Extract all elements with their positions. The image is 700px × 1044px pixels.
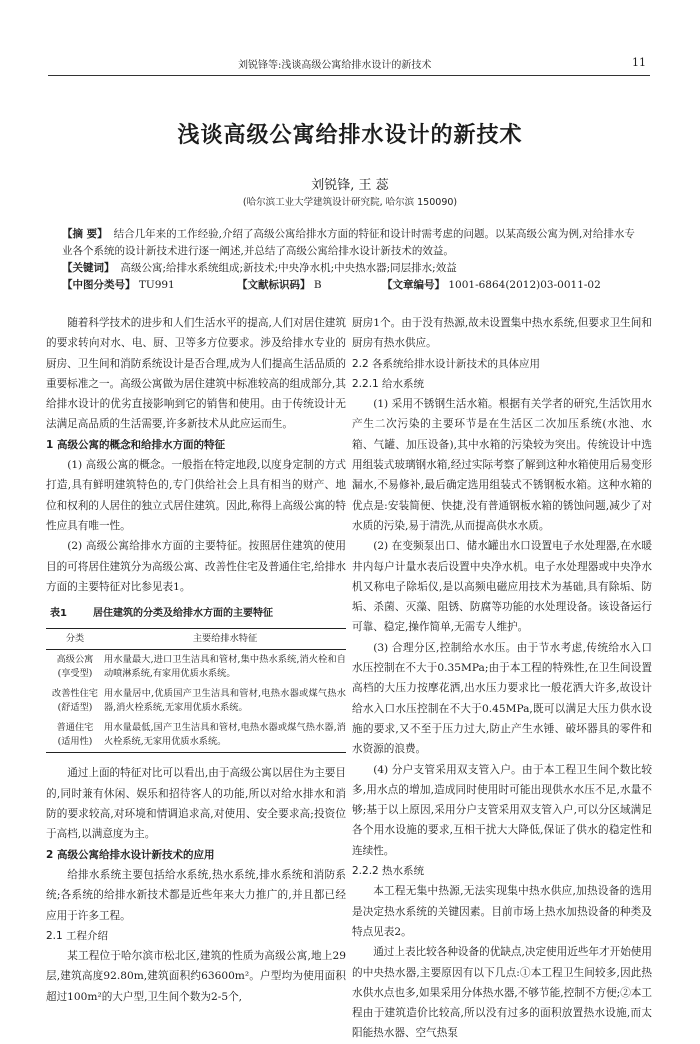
table-1: [46, 628, 346, 753]
paragraph-systems: 给排水系统主要包括给水系统,热水系统,排水系统和消防系统;各系统的给排水新技术都是近些年来大力推广的,并且都已经应用于许多工程。: [46, 868, 346, 922]
article-no-label: 【文章编号】: [382, 279, 445, 291]
section-1-heading: 1 高级公寓的概念和给排水方面的特征: [46, 438, 225, 451]
doc-code-item: [237, 277, 322, 292]
table-cell-features: 用水量最大,进口卫生洁具和管材,集中热水系统,消火栓和自动喷淋系统,有家用优质水系统。: [104, 654, 346, 680]
paragraph-water-treatment: (2) 在变频泵出口、储水罐出水口设置电子水处理器,在水暖井内每户计量水表后设置中央净水机。电子水处理器或中央净水机又称电子除垢仪,是以高频电磁应用技术为基础,具有除垢、防垢、杀菌、灭藻、阻锈、防腐等功能的水处理设备。该设备运行可靠、稳定,操作简单,无需专人维护。: [352, 540, 652, 634]
table-cell-features: 用水量居中,优质国产卫生洁具和管材,电热水器或煤气热水器,消火栓系统,无家用优质水系统。: [104, 688, 346, 714]
clc-value: TU991: [138, 279, 175, 291]
left-column: [46, 313, 346, 1007]
table-cell-category: 普通住宅 (适用性): [46, 718, 104, 753]
paragraph-pressure-zoning: (3) 合理分区,控制给水水压。由于节水考虑,传统给水入口水压控制在不大于0.35MPa;由于本工程的特殊性,在卫生间设置高档的大压力按摩花洒,出水压力要求比一般花洒大许多,故设计给水入口水压控制在不大于0.45MPa,既可以满足大压力供水设施的要求,又不至于压力过大,防止产生水锤、破坏器具的零件和水资源的浪费。: [352, 641, 652, 756]
doc-code-label: 【文献标识码】: [237, 279, 311, 291]
clc-item: [62, 277, 175, 292]
keywords-text: 高级公寓;给排水系统组成;新技术;中央净水机;中央热水器;同层排水;效益: [120, 262, 457, 274]
table-cell-category: 高级公寓 (享受型): [56, 654, 94, 680]
keywords-line: [62, 260, 642, 277]
table-header-row: [46, 629, 346, 650]
table-1-title: 居住建筑的分类及给排水方面的主要特征: [92, 608, 273, 620]
abstract-text: 结合几年来的工作经验,介绍了高级公寓给排水方面的特征和设计时需考虑的问题。以某高级公寓为例,对给排水专业各个系统的设计新技术进行逐一阐述,并总结了高级公寓给排水设计新技术的效益。: [62, 228, 635, 257]
table-header-category: 分类: [46, 629, 104, 650]
article-no-value: 1001-6864(2012)03-0011-02: [448, 279, 601, 291]
paragraph-dual-branch: (4) 分户支管采用双支管入户。由于本工程卫生间个数比较多,用水点的增加,造成同时使用时可能出现供水水压不足,水量不够;基于以上原因,采用分户支管采用双支管入户,可以分区域满足各个用水设施的要求,互相干扰大大降低,保证了供水的稳定性和连续性。: [352, 763, 652, 857]
authors: 刘锐锋, 王 蕊: [311, 178, 389, 193]
section-2-2-2-heading: 2.2.2 热水系统: [352, 865, 425, 878]
paragraph-project: 某工程位于哈尔滨市松北区,建筑的性质为高级公寓,地上29层,建筑高度92.80m,建筑面积约63600m²。户型均为使用面积超过100m²的大户型,卫生间个数为2-5个,: [46, 950, 346, 1003]
paragraph-water-tank: (1) 采用不锈钢生活水箱。根据有关学者的研究,生活饮用水产生二次污染的主要环节是在生活区二次加压系统(水池、水箱、气罐、加压设备),其中水箱的污染较为突出。传统设计中选用组装式玻璃钢水箱,经过实际考察了解到这种水箱使用后易变形漏水,不易修补,最后确定选用组装式不锈钢板水箱。这种水箱的优点是:安装简便、快捷,没有普通钢板水箱的锈蚀问题,减少了对水质的污染,易于清洗,从而提高供水水质。: [352, 398, 652, 532]
article-no-item: [382, 277, 601, 292]
doc-code-value: B: [313, 279, 322, 291]
table-1-caption: [46, 604, 346, 624]
right-column: [352, 313, 652, 1044]
table-1-number: 表1: [50, 608, 67, 620]
paragraph-hot-water: 本工程无集中热源,无法实现集中热水供应,加热设备的选用是决定热水系统的关键因素。目前市场上热水加热设备的种类及特点见表2。: [352, 885, 652, 938]
abstract-paragraph: [62, 226, 642, 260]
paper-title: 浅谈高级公寓给排水设计的新技术: [177, 123, 523, 148]
paragraph-features: (2) 高级公寓给排水方面的主要特征。按照居住建筑的使用目的可将居住建筑分为高级公寓、改善性住宅及普通住宅,给排水方面的主要特征对比参见表1。: [46, 540, 346, 593]
table-cell-features: 用水量最低,国产卫生洁具和管材,电热水器或煤气热水器,消火栓系统,无家用优质水系统。: [104, 718, 346, 753]
paragraph-heater-choice: 通过上表比较各种设备的优缺点,决定使用近些年才开始使用的中央热水器,主要原因有以下几点:①本工程卫生间较多,因此热水供水点也多,如果采用分体热水器,不够节能,控制不方便;②本工程由于建筑造价比较高,所以没有过多的面积放置热水设施,而太阳能热水器、空气热泵: [352, 946, 652, 1040]
table-row: [46, 718, 346, 753]
section-2-heading: 2 高级公寓给排水设计新技术的应用: [46, 848, 215, 861]
table-row: [46, 684, 346, 718]
running-header: [48, 50, 650, 76]
clc-label: 【中图分类号】: [62, 279, 136, 291]
section-2-1-heading: 2.1 工程介绍: [46, 929, 109, 942]
abstract-label: 【摘 要】: [62, 228, 108, 240]
page-number: 11: [632, 56, 646, 69]
table-header-features: 主要给排水特征: [104, 629, 346, 650]
section-2-2-1-heading: 2.2.1 给水系统: [352, 377, 425, 390]
paragraph-continued: 厨房1个。由于没有热源,故未设置集中热水系统,但要求卫生间和厨房有热水供应。: [352, 317, 652, 350]
table-cell-category: 改善性住宅 (舒适型): [52, 688, 98, 714]
abstract: [62, 226, 642, 277]
keywords-label: 【关键词】: [62, 262, 115, 274]
paragraph-comparison: 通过上面的特征对比可以看出,由于高级公寓以居住为主要目的,同时兼有休闲、娱乐和招待客人的功能,所以对给水排水和消防的要求较高,对环境和情调追求高,对使用、安全要求高;投资位于高档,以满意度为主。: [46, 767, 346, 841]
running-title: 刘锐锋等:浅谈高级公寓给排水设计的新技术: [238, 60, 432, 71]
table-row: [46, 650, 346, 685]
affiliation: (哈尔滨工业大学建筑设计研究院, 哈尔滨 150090): [242, 197, 458, 208]
intro-paragraph: 随着科学技术的进步和人们生活水平的提高,人们对居住建筑的要求转向对水、电、厨、卫等多方位要求。涉及给排水专业的厨房、卫生间和消防系统设计是否合理,成为人们提高生活品质的重要标准之一。高级公寓做为居住建筑中标准较高的组成部分,其给排水设计的优劣直接影响到它的销售和使用。由于传统设计无法满足高品质的生活需要,许多新技术从此应运而生。: [46, 317, 346, 431]
paragraph-concept: (1) 高级公寓的概念。一般指在特定地段,以度身定制的方式打造,具有鲜明建筑特色的,专门供给社会上具有相当的财产、地位和权利的人居住的独立式居住建筑。因此,称得上高级公寓的特性应具有唯一性。: [46, 459, 346, 532]
section-2-2-heading: 2.2 各系统给排水设计新技术的具体应用: [352, 357, 541, 370]
